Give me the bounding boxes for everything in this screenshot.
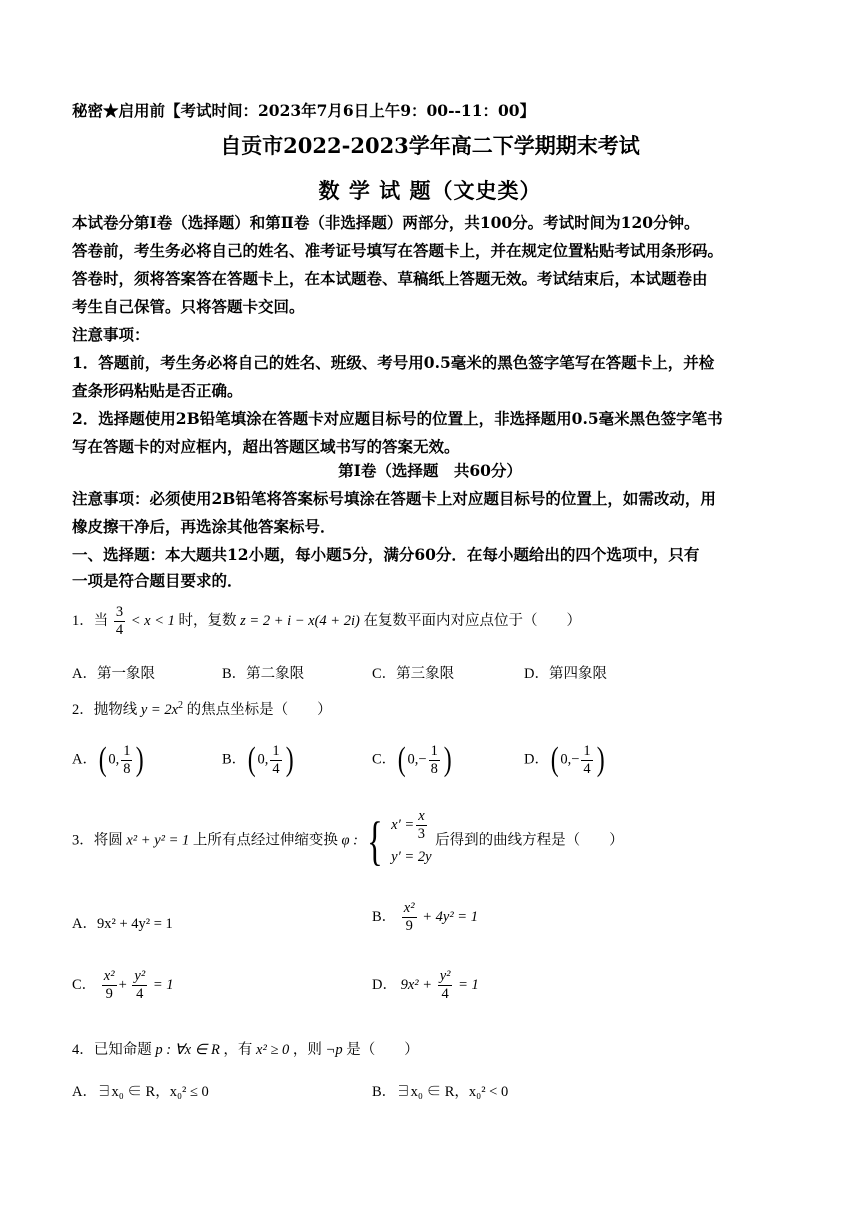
fraction-numerator: 1 (123, 742, 131, 759)
q1-option-b[interactable]: B．第二象限 (222, 666, 305, 682)
q4-mid: ，有 (223, 1042, 253, 1058)
q1-option-d[interactable]: D．第四象限 (524, 666, 607, 682)
option-label: D． (524, 751, 549, 768)
part1-notice: 注意事项：必须使用2B铅笔将答案标号填涂在答题卡上对应题目标号的位置上，如需改动，用 (72, 489, 716, 508)
fraction-denominator: 4 (441, 986, 449, 1002)
option-fraction (402, 900, 417, 935)
right-paren: ) (136, 741, 145, 778)
q1-option-c[interactable]: C．第三象限 (372, 666, 455, 682)
option-fraction (270, 743, 281, 778)
question-1 (72, 604, 581, 639)
intro-line: 答卷时，须将答案答在答题卡上，在本试题卷、草稿纸上答题无效。考试结束后，本试题卷由 (72, 269, 708, 288)
q2-suffix: 的焦点坐标是（ ） (186, 702, 332, 718)
q3-phi: φ : (341, 832, 358, 849)
q4-mid2: ，则 (292, 1042, 322, 1058)
fraction-numerator: y² (134, 968, 146, 984)
intro-line: 答卷前，考生务必将自己的姓名、准考证号填写在答题卡上，并在规定位置粘贴考试用条形码。 (72, 241, 724, 260)
option-label: B． (372, 908, 397, 925)
option-rest: = 1 (152, 976, 174, 993)
option-fraction (132, 968, 147, 1003)
q2-option-d[interactable] (524, 740, 606, 780)
q3-prefix: 3．将圆 (72, 832, 123, 849)
option-label: B． (222, 751, 247, 768)
left-paren: ( (550, 741, 559, 778)
notice-heading: 注意事项： (72, 325, 150, 344)
left-paren: ( (247, 741, 256, 778)
fraction-numerator: x (418, 807, 425, 824)
option-label: A． (72, 751, 97, 768)
q3-option-a[interactable]: A．9x² + 4y² = 1 (72, 916, 173, 932)
q1-condition: < x < 1 (130, 612, 175, 629)
section-heading: 一、选择题：本大题共12小题，每小题5分，满分60分．在每小题给出的四个选项中，只有 (72, 545, 700, 564)
option-rest: + 4y² = 1 (422, 908, 478, 925)
fraction-numerator: 1 (430, 742, 438, 759)
right-paren: ) (285, 741, 294, 778)
q1-suffix: 在复数平面内对应点位于（ ） (363, 612, 581, 629)
right-paren: ) (596, 741, 605, 778)
option-sign: − (571, 751, 580, 768)
q2-option-a[interactable] (72, 740, 146, 780)
option-label: D． (372, 976, 397, 993)
q4-proposition: p : ∀x ∈ R (155, 1042, 220, 1058)
intro-line: 本试卷分第Ⅰ卷（选择题）和第Ⅱ卷（非选择题）两部分，共100分。考试时间为120分钟。 (72, 213, 700, 232)
option-fraction (438, 968, 453, 1003)
notice-item: 2．选择题使用2B铅笔填涂在答题卡对应题目标号的位置上，非选择题用0.5毫米黑色签字笔书 (72, 409, 723, 428)
option-inner: 0, (407, 751, 419, 768)
exam-title: 自贡市2022-2023学年高二下学期期末考试 (220, 133, 640, 158)
system-fraction (416, 808, 426, 843)
q4-prefix: 4．已知命题 (72, 1042, 152, 1058)
fraction-denominator: 4 (115, 622, 124, 638)
left-paren: ( (397, 741, 406, 778)
option-lead: 9x² + (400, 976, 433, 993)
q4-option-a[interactable]: A．∃x₀ ∈ R，x₀² ≤ 0 (72, 1084, 209, 1100)
section-heading: 一项是符合题目要求的． (72, 571, 243, 590)
part1-heading: 第Ⅰ卷（选择题 共60分） (338, 461, 522, 480)
question-3 (72, 807, 624, 871)
q1-mid: 时，复数 (178, 612, 237, 629)
secret-line: 秘密★启用前【考试时间：2023年7月6日上午9：00--11：00】 (72, 101, 536, 120)
q3-suffix: 后得到的曲线方程是（ ） (435, 832, 624, 849)
option-fraction (102, 968, 117, 1003)
left-brace: { (366, 811, 383, 871)
q3-system-line2: y′ = 2y (391, 849, 432, 865)
option-inner: 0, (108, 751, 120, 768)
q1-prefix: 1．当 (72, 612, 109, 629)
fraction-numerator: 3 (115, 604, 124, 620)
q3-option-b[interactable] (372, 900, 478, 935)
q3-circle: x² + y² = 1 (126, 832, 190, 849)
q2-expression: y = 2x (140, 702, 179, 718)
notice-item: 写在答题卡的对应框内，超出答题区域书写的答案无效。 (72, 437, 460, 456)
option-sign: − (418, 751, 427, 768)
q2-prefix: 2．抛物线 (72, 702, 138, 718)
system-lhs: x′ = (391, 817, 415, 833)
part1-notice: 橡皮擦干净后，再选涂其他答案标号． (72, 517, 336, 536)
q2-option-c[interactable] (372, 740, 453, 780)
q3-option-d[interactable] (372, 968, 479, 1003)
fraction-numerator: x² (103, 968, 115, 984)
fraction-denominator: 4 (583, 760, 591, 777)
q4-option-b[interactable]: B．∃x₀ ∈ R，x₀² < 0 (372, 1084, 509, 1100)
fraction-numerator: y² (439, 968, 451, 984)
q2-option-b[interactable] (222, 740, 295, 780)
q4-condition: x² ≥ 0 (256, 1042, 290, 1058)
option-fraction (581, 743, 592, 778)
q3-option-c[interactable]: C． $\frac{\text{x²}}{9}$ + $\frac{\text{y²}}{4}$ = 1 (72, 968, 174, 1002)
q3-system-line1 (391, 807, 431, 842)
fraction-denominator: 8 (430, 760, 438, 777)
left-paren: ( (98, 741, 107, 778)
question-4 (72, 1038, 419, 1059)
notice-item: 查条形码粘贴是否正确。 (72, 381, 243, 400)
right-paren: ) (443, 741, 452, 778)
option-label: C． (72, 976, 97, 993)
q1-expression: z = 2 + i − x(4 + 2i) (240, 612, 360, 629)
q2-exponent: 2 (178, 700, 184, 711)
q3-system (391, 807, 432, 870)
option-fraction (429, 743, 440, 778)
exam-subtitle: 数 学 试 题（文史类） (318, 178, 542, 203)
option-label: C． (372, 751, 397, 768)
fraction-numerator: 1 (272, 742, 280, 759)
q4-negation: ¬p (325, 1042, 343, 1058)
fraction-denominator: 4 (136, 986, 144, 1002)
q1-option-a[interactable]: A．第一象限 (72, 666, 155, 682)
option-inner: 0, (257, 751, 269, 768)
fraction-denominator: 9 (405, 918, 413, 934)
fraction-denominator: 8 (123, 760, 131, 777)
q4-suffix: 是（ ） (346, 1042, 419, 1058)
fraction-denominator: 3 (417, 825, 426, 842)
fraction-numerator: 1 (583, 742, 591, 759)
fraction-denominator: 9 (105, 986, 113, 1002)
intro-line: 考生自己保管。只将答题卡交回。 (72, 297, 305, 316)
fraction-numerator: x² (403, 900, 415, 916)
option-fraction (121, 743, 132, 778)
option-inner: 0, (560, 751, 572, 768)
notice-item: 1．答题前，考生务必将自己的姓名、班级、考号用0.5毫米的黑色签字笔写在答题卡上，并检 (72, 353, 715, 372)
q3-mid: 上所有点经过伸缩变换 (192, 832, 338, 849)
q1-fraction (114, 604, 125, 639)
option-rest: = 1 (458, 976, 479, 993)
question-2 (72, 698, 332, 719)
fraction-denominator: 4 (272, 760, 280, 777)
